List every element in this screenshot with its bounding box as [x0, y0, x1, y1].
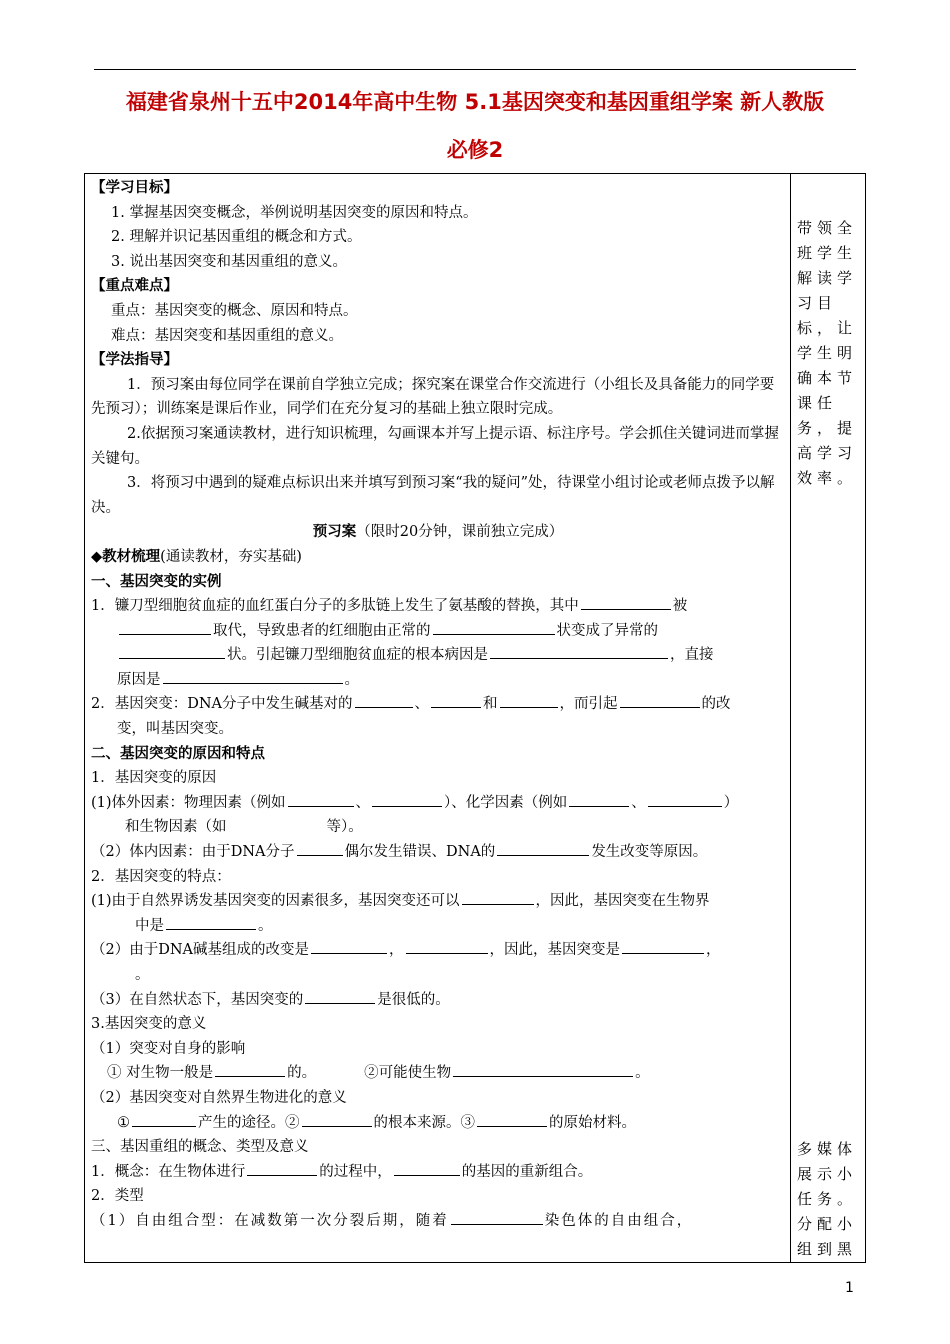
blank[interactable]	[451, 1210, 543, 1225]
blank[interactable]	[433, 620, 555, 635]
blank[interactable]	[297, 841, 343, 856]
blank[interactable]	[500, 693, 558, 708]
blank[interactable]	[311, 939, 387, 954]
blank[interactable]	[462, 890, 534, 905]
guidance-paragraph: 3．将预习中遇到的疑难点标识出来并填写到预习案“我的疑问”处，待课堂小组讨论或老师点拨予以解决。	[91, 475, 775, 516]
blank[interactable]	[166, 915, 256, 930]
focus-text: 重点：基因突变的概念、原因和特点。	[111, 302, 358, 319]
blank[interactable]	[302, 1112, 372, 1127]
fill-line: 取代，导致患者的红细胞由正常的 状变成了异常的	[91, 619, 785, 644]
blank[interactable]	[372, 792, 442, 807]
blank[interactable]	[247, 1161, 317, 1176]
fill-line: 。	[135, 967, 150, 983]
column-divider	[790, 173, 791, 1263]
fill-line: ① 产生的途径。② 的根本来源。③ 的原始材料。	[91, 1111, 785, 1136]
teacher-note-2: 多媒体展示小任务。分配小组到黑	[797, 1140, 858, 1258]
subheading: 2．类型	[91, 1188, 144, 1205]
teacher-note-1: 带领全班学生解读学习目标，让学生明确本节课任务，提高学习效率。	[797, 219, 858, 487]
fill-line: 1．概念：在生物体进行 的过程中， 的基因的重新组合。	[91, 1160, 785, 1185]
blank[interactable]	[394, 1161, 460, 1176]
blank[interactable]	[305, 989, 375, 1004]
fill-line: 状。引起镰刀型细胞贫血症的根本病因是 ，直接	[91, 643, 785, 668]
preview-heading: 预习案（限时20分钟，课前独立完成）	[312, 523, 564, 541]
fill-line: （2）体内因素：由于DNA分子 偶尔发生错误、DNA的 发生改变等原因。	[91, 840, 785, 865]
fill-line: 和生物因素（如 等）。	[125, 819, 363, 836]
textbook-review: ◆教材梳理(通读教材，夯实基础)	[91, 547, 302, 565]
fill-line: 中是 。	[91, 914, 785, 939]
fill-line: 变，叫基因突变。	[117, 721, 233, 738]
blank[interactable]	[622, 939, 704, 954]
subheading: （2）基因突变对自然界生物进化的意义	[91, 1089, 347, 1106]
blank[interactable]	[490, 644, 668, 659]
objectives-heading: 【学习目标】	[91, 179, 178, 196]
blank[interactable]	[453, 1062, 633, 1077]
guidance-paragraph: 2.依据预习案通读教材，进行知识梳理，勾画课本并写上提示语、标注序号。学会抓住关键词进而掌握关键句。	[91, 425, 779, 467]
blank[interactable]	[569, 792, 629, 807]
blank[interactable]	[163, 669, 343, 684]
fill-line: （3）在自然状态下，基因突变的 是很低的。	[91, 988, 785, 1013]
section-1-heading: 一、基因突变的实例	[91, 572, 222, 590]
document-title: 福建省泉州十五中2014年高中生物 5.1基因突变和基因重组学案 新人教版	[125, 90, 825, 114]
blank[interactable]	[119, 620, 211, 635]
blank[interactable]	[431, 693, 481, 708]
page-number: 1	[845, 1280, 854, 1296]
header-rule	[94, 69, 856, 70]
subheading: 3.基因突变的意义	[91, 1016, 207, 1033]
objective-item: 3. 说出基因突变和基因重组的意义。	[111, 253, 347, 270]
fill-line: 原因是 。	[91, 668, 785, 693]
fill-line: （2）由于DNA碱基组成的改变是 ， ，因此，基因突变是 ，	[91, 938, 785, 963]
subheading: （1）突变对自身的影响	[91, 1040, 246, 1057]
fill-line: (1)体外因素：物理因素（例如 、 ）、化学因素（例如 、 ）	[91, 791, 785, 816]
fill-line: 1．镰刀型细胞贫血症的血红蛋白分子的多肽链上发生了氨基酸的替换，其中 被	[91, 594, 785, 619]
guidance-heading: 【学法指导】	[91, 351, 178, 369]
blank[interactable]	[215, 1062, 285, 1077]
blank[interactable]	[497, 841, 589, 856]
difficulty-text: 难点：基因突变和基因重组的意义。	[111, 327, 343, 344]
objective-item: 2. 理解并识记基因重组的概念和方式。	[111, 229, 362, 246]
fill-line: （1）自由组合型：在减数第一次分裂后期，随着 染色体的自由组合，	[91, 1209, 785, 1234]
subheading: 2．基因突变的特点：	[91, 868, 231, 885]
blank[interactable]	[581, 595, 671, 610]
subheading: 1．基因突变的原因	[91, 770, 217, 787]
fill-line: (1)由于自然界诱发基因突变的因素很多，基因突变还可以 ，因此，基因突变在生物界	[91, 889, 785, 914]
objective-item: 1. 掌握基因突变概念，举例说明基因突变的原因和特点。	[111, 204, 478, 221]
section-2-heading: 二、基因突变的原因和特点	[91, 744, 265, 762]
blank[interactable]	[620, 693, 700, 708]
blank[interactable]	[406, 939, 488, 954]
section-3-heading: 三、基因重组的概念、类型及意义	[91, 1139, 309, 1156]
blank[interactable]	[132, 1112, 196, 1127]
blank[interactable]	[477, 1112, 547, 1127]
keypoints-heading: 【重点难点】	[91, 277, 178, 295]
blank[interactable]	[288, 792, 354, 807]
fill-line: 2．基因突变：DNA分子中发生碱基对的 、 和 ，而引起 的改	[91, 692, 785, 717]
document-title-line2: 必修2	[446, 138, 504, 162]
guidance-paragraph: 1．预习案由每位同学在课前自学独立完成；探究案在课堂合作交流进行（小组长及具备能力的同学要先预习）；训练案是课后作业，同学们在充分复习的基础上独立限时完成。	[91, 376, 775, 418]
blank[interactable]	[119, 644, 225, 659]
blank[interactable]	[355, 693, 413, 708]
fill-line: ① 对生物一般是 的。 ②可能使生物 。	[91, 1061, 785, 1086]
blank[interactable]	[648, 792, 722, 807]
main-column	[91, 176, 785, 1234]
